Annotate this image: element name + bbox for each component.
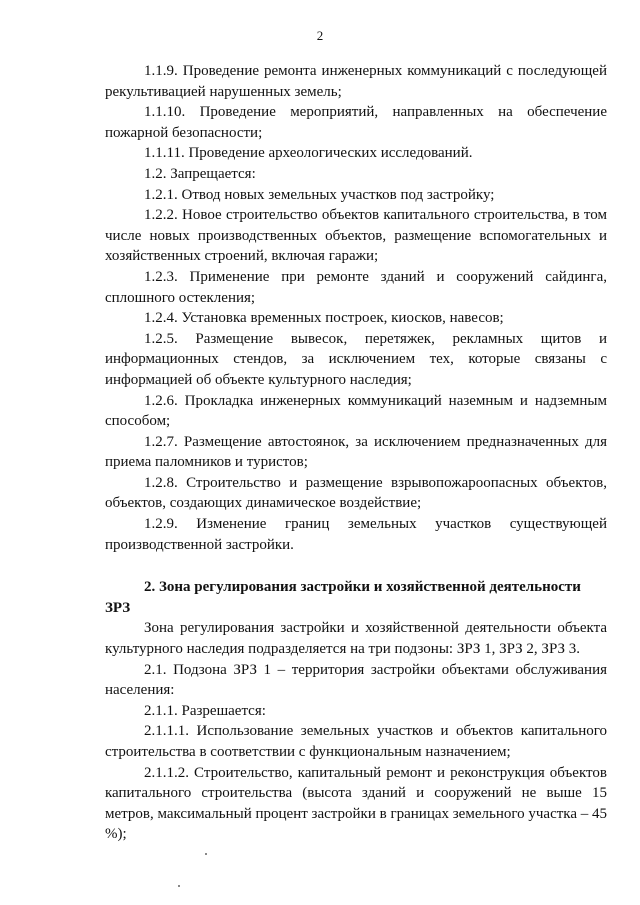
- paragraph: 1.2. Запрещается:: [144, 165, 256, 182]
- paragraph: 1.1.9. Проведение ремонта инженерных коммуникаций с последующей рекультивацией нарушенных земель;: [105, 63, 607, 100]
- paragraph: 1.2.9. Изменение границ земельных участков существующей производственной застройки.: [105, 516, 607, 553]
- paragraph: 1.2.7. Размещение автостоянок, за исключением предназначенных для приема паломников и туристов;: [105, 433, 607, 471]
- scan-speck: [205, 853, 207, 855]
- paragraph: 1.2.8. Строительство и размещение взрывопожароопасных объектов, объектов, создающих динамическое воздействие;: [105, 474, 607, 512]
- paragraph: 1.2.3. Применение при ремонте зданий и сооружений сайдинга, сплошного остекления;: [105, 268, 607, 306]
- paragraph: 2.1.1.1. Использование земельных участков и объектов капитального строительства в соответствии с функциональным назначением;: [105, 723, 607, 760]
- paragraph: 1.2.4. Установка временных построек, киосков, навесов;: [144, 310, 504, 327]
- document-body: [105, 61, 607, 845]
- section-heading: 2. Зона регулирования застройки и хозяйственной деятельности ЗРЗ: [105, 579, 581, 616]
- paragraph: 1.2.2. Новое строительство объектов капитального строительства, в том числе новых производственных объектов, размещение вспомогательных и хозяйственных строений, включая гаражи;: [105, 207, 607, 265]
- paragraph: 1.2.5. Размещение вывесок, перетяжек, рекламных щитов и информационных стендов, за исключением тех, которые связаны с информацией об объекте культурного наследия;: [105, 330, 607, 388]
- paragraph: 2.1.1. Разрешается:: [144, 702, 266, 719]
- paragraph: Зона регулирования застройки и хозяйственной деятельности объекта культурного наследия подразделяется на три подзоны: ЗРЗ 1, ЗРЗ 2, ЗРЗ 3.: [105, 620, 607, 658]
- paragraph: 1.1.11. Проведение археологических исследований.: [144, 145, 473, 162]
- paragraph: 2.1. Подзона ЗРЗ 1 – территория застройки объектами обслуживания населения:: [105, 661, 607, 699]
- paragraph: 1.2.6. Прокладка инженерных коммуникаций наземным и надземным способом;: [105, 392, 607, 430]
- scan-speck: [178, 885, 180, 887]
- paragraph: 2.1.1.2. Строительство, капитальный ремонт и реконструкция объектов капитального строительства (высота зданий и сооружений не выше 15 метров, максимальный процент застройки в границах земельного участка – 45 %);: [105, 764, 608, 843]
- paragraph: 1.2.1. Отвод новых земельных участков под застройку;: [144, 186, 495, 203]
- paragraph: 1.1.10. Проведение мероприятий, направленных на обеспечение пожарной безопасности;: [105, 104, 607, 141]
- page-number: 2: [316, 28, 324, 43]
